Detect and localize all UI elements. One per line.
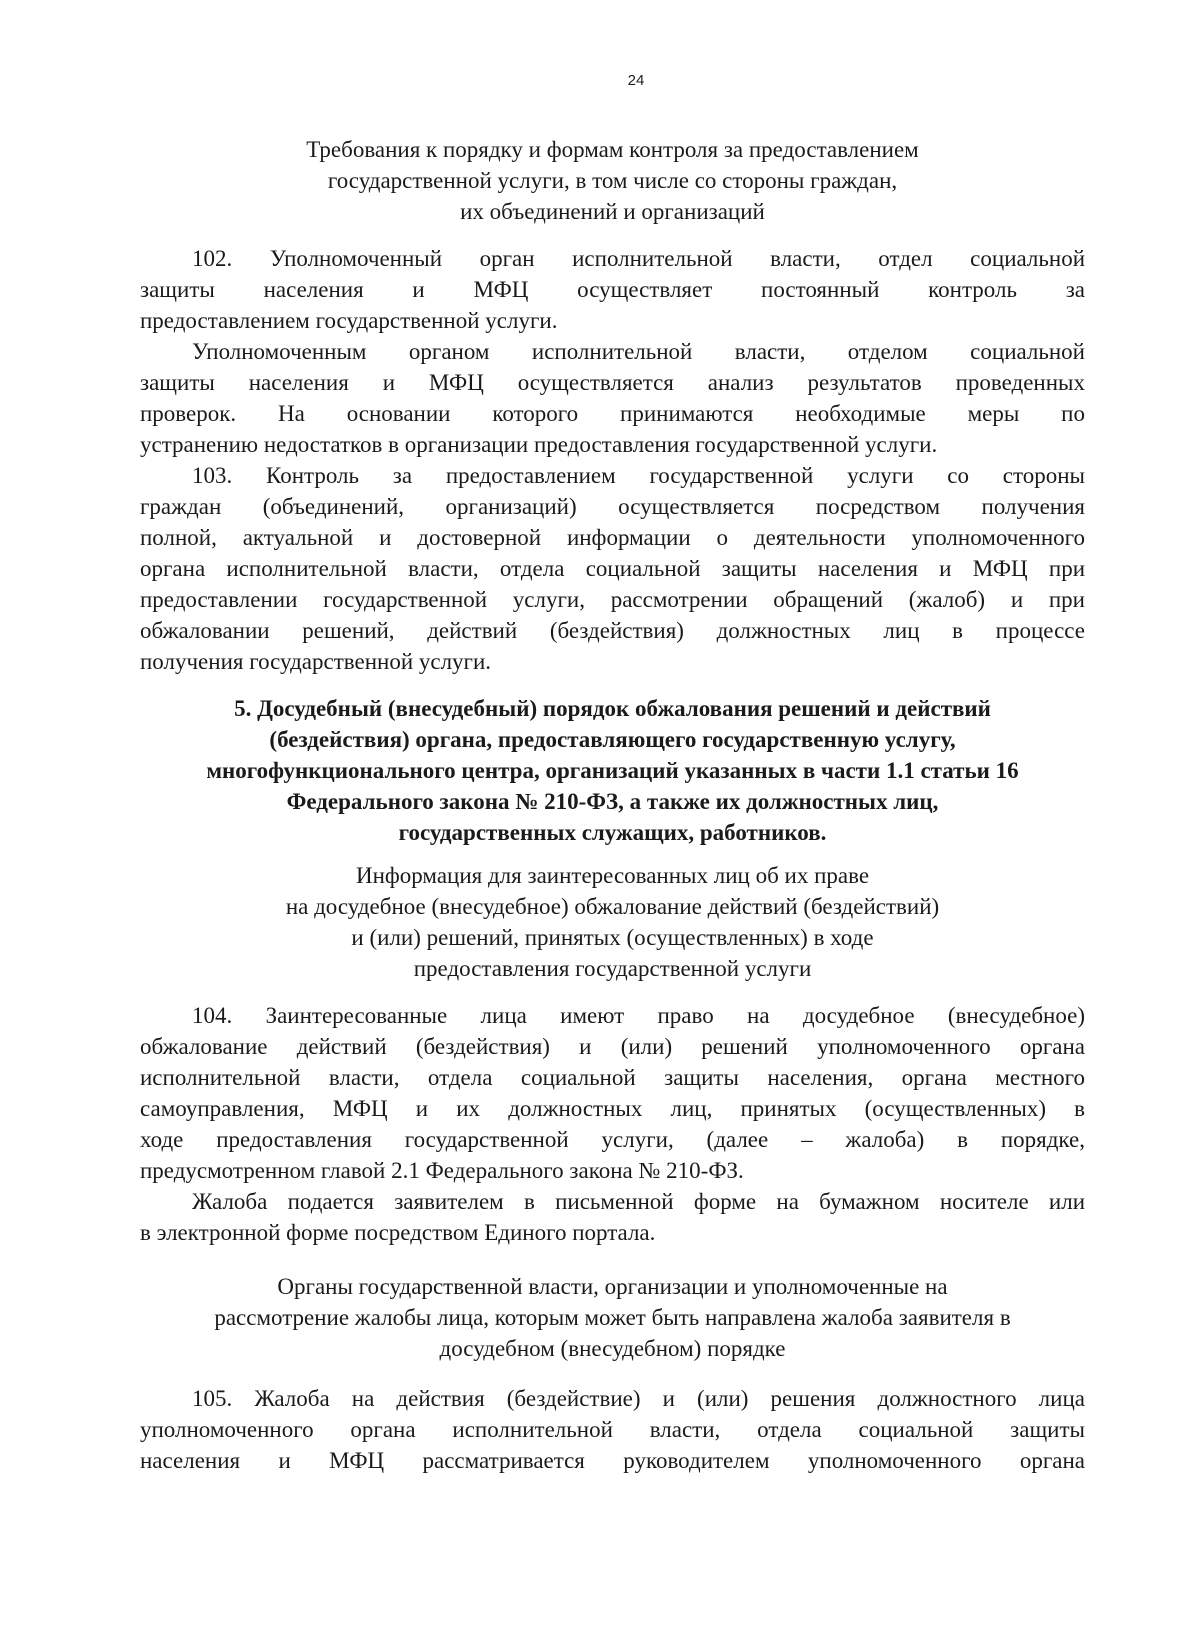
page-number: 24 <box>627 72 645 89</box>
chapter-title-line: государственных служащих, работников. <box>398 820 827 845</box>
paragraph-105 <box>140 1383 1085 1476</box>
chapter-title-line: многофункционального центра, организаций указанных в части 1.1 статьи 16 <box>206 758 1019 783</box>
text-line: самоуправления, МФЦ и их должностных лиц, принятых (осуществленных) в <box>140 1096 1085 1121</box>
text-line: обжалование действий (бездействия) и (или) решений уполномоченного органа <box>140 1034 1085 1059</box>
section-title-line: их объединений и организаций <box>460 199 765 224</box>
paragraph-104 <box>140 1000 1085 1186</box>
subtitle-line: Органы государственной власти, организации и уполномоченные на <box>277 1274 948 1299</box>
subtitle-line: на досудебное (внесудебное) обжалование действий (бездействий) <box>285 894 940 919</box>
text-line: Жалоба подается заявителем в письменной форме на бумажном носителе или <box>192 1189 1085 1214</box>
text-line: 104. Заинтересованные лица имеют право на досудебное (внесудебное) <box>192 1003 1085 1028</box>
text-line: уполномоченного органа исполнительной власти, отдела социальной защиты <box>140 1417 1085 1442</box>
chapter-title <box>140 693 1085 848</box>
text-line: Уполномоченным органом исполнительной власти, отделом социальной <box>192 339 1085 364</box>
subtitle-line: досудебном (внесудебном) порядке <box>439 1336 786 1361</box>
text-line: ходе предоставления государственной услуги, (далее – жалоба) в порядке, <box>140 1127 1085 1152</box>
section-title-line: Требования к порядку и формам контроля за предоставлением <box>306 137 919 162</box>
section-title <box>140 134 1085 227</box>
paragraph-complaint-form <box>140 1186 1085 1248</box>
chapter-title-line: 5. Досудебный (внесудебный) порядок обжалования решений и действий <box>234 696 991 721</box>
text-line: защиты населения и МФЦ осуществляется анализ результатов проведенных <box>140 370 1085 395</box>
subtitle-line: Информация для заинтересованных лиц об их праве <box>355 863 870 888</box>
text-line: 103. Контроль за предоставлением государственной услуги со стороны <box>192 463 1085 488</box>
text-line: обжаловании решений, действий (бездействия) должностных лиц в процессе <box>140 618 1085 643</box>
subtitle-line: предоставления государственной услуги <box>413 956 812 981</box>
subtitle-authorities <box>140 1271 1085 1364</box>
section-title-line: государственной услуги, в том числе со стороны граждан, <box>327 168 898 193</box>
chapter-title-line: Федерального закона № 210-ФЗ, а также их должностных лиц, <box>286 789 939 814</box>
paragraph-103 <box>140 460 1085 677</box>
paragraph-102 <box>140 243 1085 336</box>
text-line: полной, актуальной и достоверной информации о деятельности уполномоченного <box>140 525 1085 550</box>
text-line: защиты населения и МФЦ осуществляет постоянный контроль за <box>140 277 1085 302</box>
text-line: предоставлением государственной услуги. <box>140 308 558 333</box>
text-line: предусмотренном главой 2.1 Федерального закона № 210-ФЗ. <box>140 1158 744 1183</box>
text-line: населения и МФЦ рассматривается руководителем уполномоченного органа <box>140 1448 1085 1473</box>
subtitle-line: рассмотрение жалобы лица, которым может быть направлена жалоба заявителя в <box>214 1305 1011 1330</box>
text-line: проверок. На основании которого принимаются необходимые меры по <box>140 401 1085 426</box>
subtitle-rights <box>140 860 1085 984</box>
text-line: 102. Уполномоченный орган исполнительной власти, отдел социальной <box>192 246 1085 271</box>
text-line: в электронной форме посредством Единого портала. <box>140 1220 656 1245</box>
subtitle-line: и (или) решений, принятых (осуществленных) в ходе <box>351 925 874 950</box>
text-line: исполнительной власти, отдела социальной защиты населения, органа местного <box>140 1065 1085 1090</box>
text-line: граждан (объединений, организаций) осуществляется посредством получения <box>140 494 1085 519</box>
text-line: получения государственной услуги. <box>140 649 492 674</box>
text-line: предоставлении государственной услуги, рассмотрении обращений (жалоб) и при <box>140 587 1085 612</box>
text-line: органа исполнительной власти, отдела социальной защиты населения и МФЦ при <box>140 556 1085 581</box>
text-line: 105. Жалоба на действия (бездействие) и (или) решения должностного лица <box>192 1386 1085 1411</box>
text-line: устранению недостатков в организации предоставления государственной услуги. <box>140 432 938 457</box>
chapter-title-line: (бездействия) органа, предоставляющего государственную услугу, <box>269 727 956 752</box>
paragraph-analysis <box>140 336 1085 460</box>
